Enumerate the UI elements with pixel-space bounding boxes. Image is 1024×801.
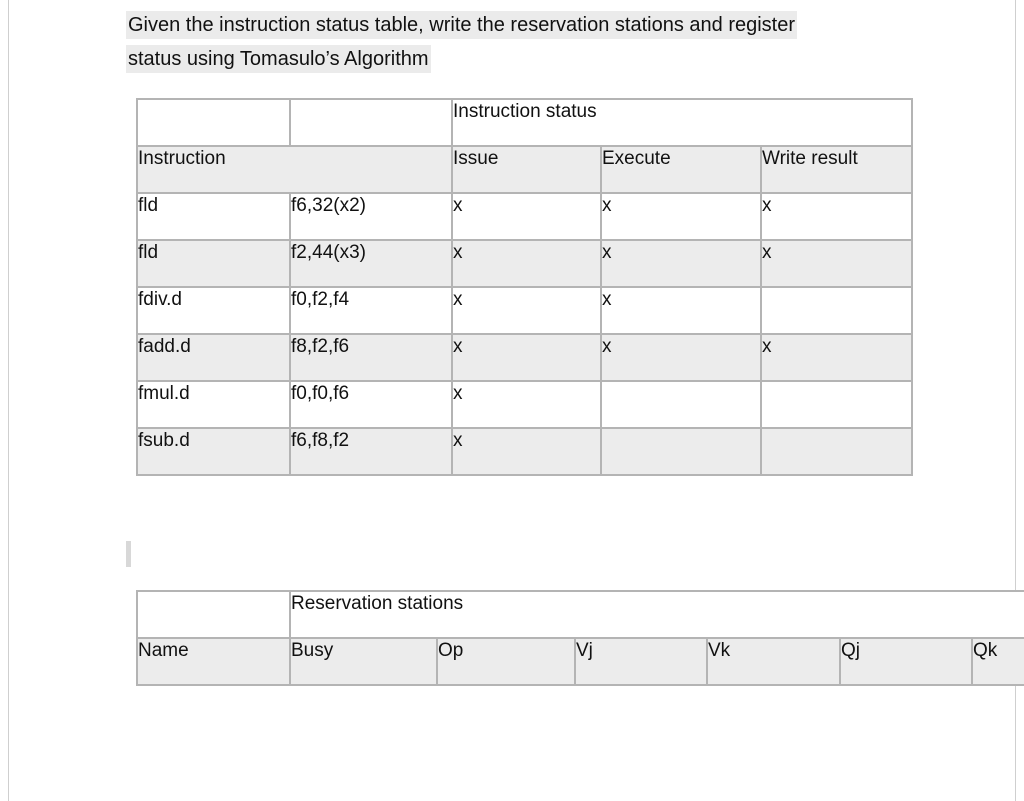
table-title-row — [137, 99, 912, 146]
table-row — [137, 428, 912, 475]
cell-op: fld — [137, 193, 290, 240]
cell-execute — [601, 381, 761, 428]
cell-operands: f6,f8,f2 — [290, 428, 452, 475]
table-row — [137, 334, 912, 381]
cell-write — [761, 428, 912, 475]
cell-operands: f2,44(x3) — [290, 240, 452, 287]
header-execute: Execute — [601, 146, 761, 193]
header-write-result: Write result — [761, 146, 912, 193]
cell-issue: x — [452, 334, 601, 381]
cell-op: fmul.d — [137, 381, 290, 428]
table-title-row — [137, 591, 1024, 638]
table-cell — [137, 99, 290, 146]
table-row — [137, 193, 912, 240]
cell-execute: x — [601, 193, 761, 240]
table-row — [137, 287, 912, 334]
header-issue: Issue — [452, 146, 601, 193]
cell-op: fld — [137, 240, 290, 287]
cell-write — [761, 287, 912, 334]
header-busy: Busy — [290, 638, 437, 685]
table-cell — [137, 591, 290, 638]
cell-write: x — [761, 240, 912, 287]
cell-execute: x — [601, 287, 761, 334]
cell-write: x — [761, 193, 912, 240]
cell-write: x — [761, 334, 912, 381]
header-name: Name — [137, 638, 290, 685]
instruction-status-title: Instruction status — [452, 99, 912, 146]
header-vk: Vk — [707, 638, 840, 685]
cell-execute: x — [601, 240, 761, 287]
header-op: Op — [437, 638, 575, 685]
text-cursor-mark — [126, 541, 131, 567]
cell-operands: f8,f2,f6 — [290, 334, 452, 381]
reservation-stations-title: Reservation stations — [290, 591, 1024, 638]
cell-issue: x — [452, 381, 601, 428]
header-qk: Qk — [972, 638, 1024, 685]
prompt-line-1: Given the instruction status table, write the reservation stations and register — [126, 11, 797, 39]
cell-execute — [601, 428, 761, 475]
reservation-stations-table — [136, 590, 1024, 686]
cell-write — [761, 381, 912, 428]
table-cell — [290, 99, 452, 146]
cell-issue: x — [452, 193, 601, 240]
header-vj: Vj — [575, 638, 707, 685]
cell-operands: f0,f0,f6 — [290, 381, 452, 428]
header-instruction: Instruction — [137, 146, 452, 193]
table-row — [137, 240, 912, 287]
table-row — [137, 381, 912, 428]
instruction-status-table — [136, 98, 913, 476]
cell-execute: x — [601, 334, 761, 381]
cell-issue: x — [452, 240, 601, 287]
cell-op: fdiv.d — [137, 287, 290, 334]
cell-issue: x — [452, 428, 601, 475]
cell-operands: f0,f2,f4 — [290, 287, 452, 334]
cell-operands: f6,32(x2) — [290, 193, 452, 240]
table-header-row — [137, 638, 1024, 685]
cell-issue: x — [452, 287, 601, 334]
prompt-line-2: status using Tomasulo’s Algorithm — [126, 45, 431, 73]
header-qj: Qj — [840, 638, 972, 685]
cell-op: fsub.d — [137, 428, 290, 475]
page-left-border — [8, 0, 9, 801]
cell-op: fadd.d — [137, 334, 290, 381]
table-header-row — [137, 146, 912, 193]
